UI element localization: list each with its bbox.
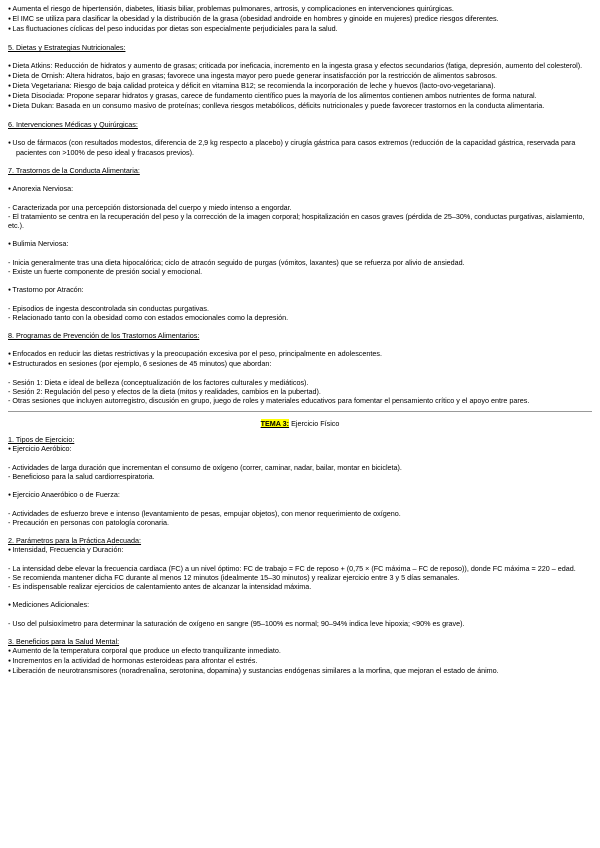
dash-line: - Caracterizada por una percepción distorsionada del cuerpo y miedo intenso a engordar.: [8, 203, 292, 212]
dash-line: - Precaución en personas con patología coronaria.: [8, 518, 170, 528]
bullet-item: ● Incrementos en la actividad de hormonas esteroideas para afrontar el estrés.: [8, 656, 592, 666]
dash-line: - Uso del pulsioxímetro para determinar la saturación de oxígeno en sangre (95–100% es normal; 90–94% indica leve hipoxia; <90% es grave).: [8, 619, 465, 629]
bullet-item: ● Las fluctuaciones cíclicas del peso inducidas por dietas son especialmente perjudiciales para la salud.: [8, 24, 592, 34]
divider: [8, 411, 592, 412]
dash-line: - Actividades de esfuerzo breve e intenso (levantamiento de pesas, empujar objetos), con menor requerimiento de oxígeno.: [8, 509, 401, 519]
subheading-aerobico: ● Ejercicio Aeróbico:: [8, 444, 592, 454]
section-heading-intervenciones: 6. Intervenciones Médicas y Quirúrgicas:: [8, 120, 138, 129]
section-heading-trastornos: 7. Trastornos de la Conducta Alimentaria:: [8, 166, 140, 175]
dash-line: - Se recomienda mantener dicha FC durante al menos 12 minutos (idealmente 15–30 minutos) y realizar ejercicio entre 3 y 5 días semanales.: [8, 573, 460, 583]
dash-line: - Beneficioso para la salud cardiorrespiratoria.: [8, 472, 155, 482]
document-page: [8, 4, 592, 676]
section-heading-dietas: 5. Dietas y Estrategias Nutricionales:: [8, 43, 126, 52]
bullet-item: ● Aumenta el riesgo de hipertensión, diabetes, litiasis biliar, problemas pulmonares, artrosis, y complicaciones en intervenciones quirúrgicas.: [8, 4, 592, 14]
section-heading-beneficios: 3. Beneficios para la Salud Mental:: [8, 637, 120, 647]
bullet-item: ● Dieta de Ornish: Altera hidratos, bajo en grasas; favorece una ingesta mayor pero puede generar insatisfacción por la restricción de alimentos sabrosos.: [8, 71, 592, 81]
dash-line: - Relacionado tanto con la obesidad como con estados emocionales como la depresión.: [8, 313, 289, 322]
dash-line: - Otras sesiones que incluyen autorregistro, discusión en grupo, juego de roles y materiales educativos para fomentar el pensamiento crítico y el apoyo entre pares.: [8, 396, 530, 405]
bullet-item: ● Estructurados en sesiones (por ejemplo, 6 sesiones de 45 minutos) que abordan:: [8, 359, 592, 369]
dash-line: - El tratamiento se centra en la recuperación del peso y la corrección de la imagen corporal; hospitalización en casos graves (pérdida de 25–30%, conductas purgativas, aislamiento, etc.).: [8, 212, 585, 230]
dash-line: - La intensidad debe elevar la frecuencia cardiaca (FC) a un nivel óptimo: FC de trabajo = FC de reposo + (0,75 × (FC máxima – FC de reposo)), donde FC máxima = 220 – edad.: [8, 564, 576, 574]
subheading-atracon: ● Trastorno por Atracón:: [8, 285, 592, 295]
dash-line: - Sesión 1: Dieta e ideal de belleza (conceptualización de los factores culturales y mediáticos).: [8, 378, 309, 387]
dash-line: - Existe un fuerte componente de presión social y emocional.: [8, 267, 203, 276]
dash-line: - Sesión 2: Regulación del peso y efectos de la dieta (mitos y realidades, cambios en la pubertad).: [8, 387, 321, 396]
bullet-item: ● El IMC se utiliza para clasificar la obesidad y la distribución de la grasa (obesidad androide en hombres y ginoide en mujeres) predice riesgos diferentes.: [8, 14, 592, 24]
tema-title: [8, 419, 592, 428]
bullet-item: ● Dieta Atkins: Reducción de hidratos y aumento de grasas; criticada por ineficacia, incremento en la ingesta grasa y efectos secundarios (fatiga, depresión, aumento del colesterol).: [8, 61, 592, 71]
bullet-item: ● Dieta Dukan: Basada en un consumo masivo de proteínas; conlleva riesgos metabólicos, déficits nutricionales y puede favorecer trastornos en la conducta alimentaria.: [8, 101, 592, 111]
bullet-item: ● Dieta Disociada: Propone separar hidratos y grasas, carece de fundamento científico pues la mayoría de los alimentos contienen ambos nutrientes de forma natural.: [8, 91, 592, 101]
bullet-item: ● Enfocados en reducir las dietas restrictivas y la preocupación excesiva por el peso, principalmente en adolescentes.: [8, 349, 592, 359]
dash-line: - Actividades de larga duración que incrementan el consumo de oxígeno (correr, caminar, nadar, bailar, montar en bicicleta).: [8, 463, 402, 473]
subheading-intensidad: ● Intensidad, Frecuencia y Duración:: [8, 545, 592, 555]
tema-tag: TEMA 3:: [260, 419, 290, 429]
section-heading-prevencion: 8. Programas de Prevención de los Trastornos Alimentarios:: [8, 331, 200, 340]
subheading-mediciones: ● Mediciones Adicionales:: [8, 600, 592, 610]
section-heading-tipos: 1. Tipos de Ejercicio:: [8, 435, 75, 445]
subheading-anaerobico: ● Ejercicio Anaeróbico o de Fuerza:: [8, 490, 592, 500]
bullet-item: ● Dieta Vegetariana: Riesgo de baja calidad proteica y déficit en vitamina B12; se recomienda la incorporación de leche y huevos (lacto-ovo-vegetariana).: [8, 81, 592, 91]
subheading-anorexia: ● Anorexia Nerviosa:: [8, 184, 592, 194]
tema-name: Ejercicio Físico: [289, 419, 340, 429]
section-heading-parametros: 2. Parámetros para la Práctica Adecuada:: [8, 536, 142, 546]
bullet-item: ● Liberación de neurotransmisores (noradrenalina, serotonina, dopamina) y sustancias endógenas similares a la morfina, que mejoran el estado de ánimo.: [8, 666, 592, 676]
bullet-item: ● Uso de fármacos (con resultados modestos, diferencia de 2,9 kg respecto a placebo) y cirugía gástrica para casos extremos (reducción de la capacidad gástrica, reservada para pacientes con >100% de peso ideal y fracasos previos).: [8, 138, 592, 157]
dash-line: - Inicia generalmente tras una dieta hipocalórica; ciclo de atracón seguido de purgas (vómitos, laxantes) que se refuerza por alivio de ansiedad.: [8, 258, 465, 267]
bullet-item: ● Aumento de la temperatura corporal que produce un efecto tranquilizante inmediato.: [8, 646, 592, 656]
dash-line: - Episodios de ingesta descontrolada sin conductas purgativas.: [8, 304, 209, 313]
subheading-bulimia: ● Bulimia Nerviosa:: [8, 239, 592, 249]
dash-line: - Es indispensable realizar ejercicios de calentamiento antes de alcanzar la intensidad máxima.: [8, 582, 312, 592]
